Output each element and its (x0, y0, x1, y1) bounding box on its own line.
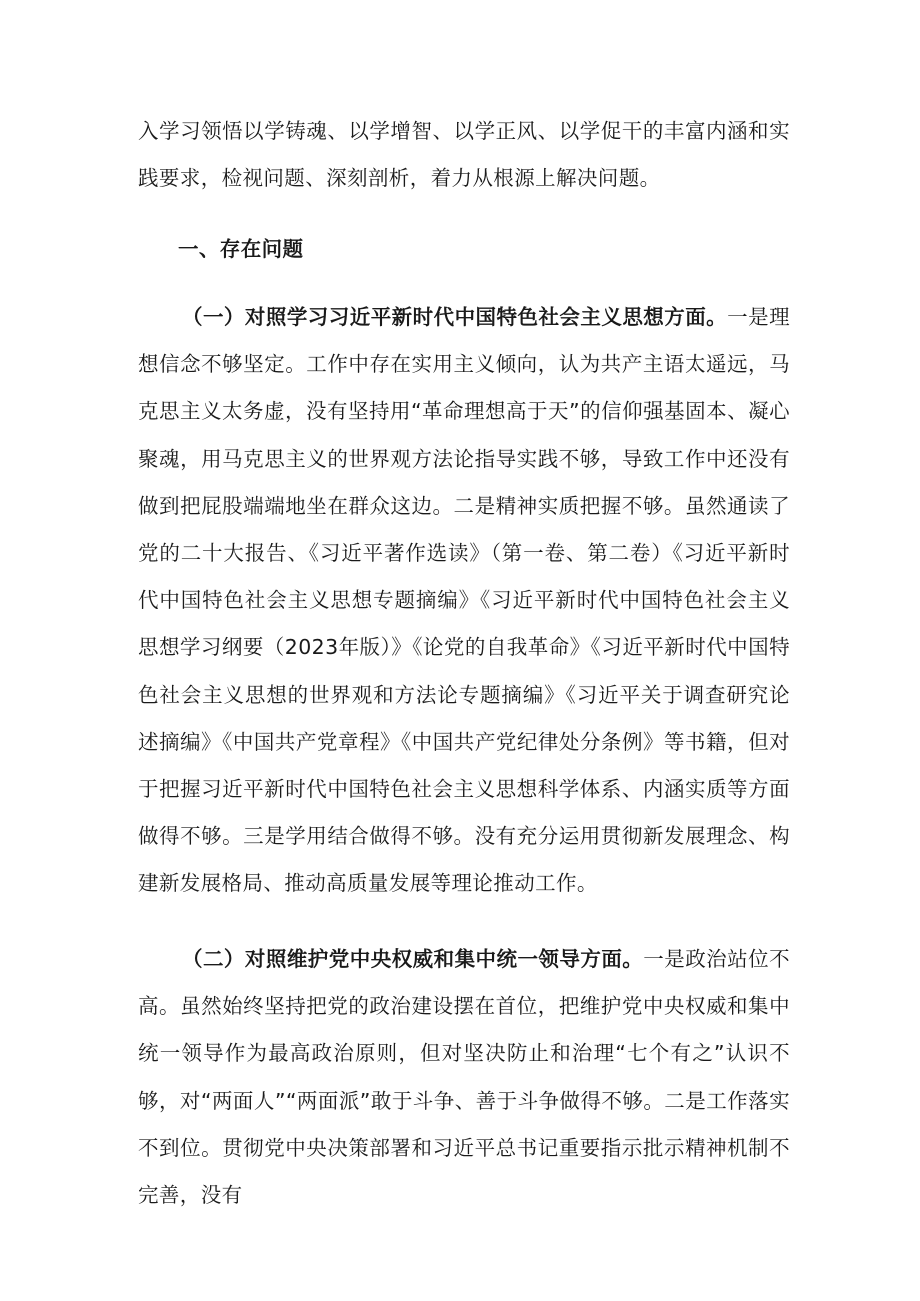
subsection-2-body: 一是政治站位不高。虽然始终坚持把党的政治建设摆在首位，把维护党中央权威和集中统一领导作为最高政治原则，但对坚决防止和治理“七个有之”认识不够，对“两面人”“两面派”敢于斗争、善于斗争做得不够。二是工作落实不到位。贯彻党中央决策部署和习近平总书记重要指示批示精神机制不完善，没有 (138, 947, 790, 1208)
intro-paragraph: 入学习领悟以学铸魂、以学增智、以学正风、以学促干的丰富内涵和实践要求，检视问题、深刻剖析，着力从根源上解决问题。 (138, 119, 790, 191)
subsection-1-paragraph (138, 294, 790, 908)
subsection-1-body: 一是理想信念不够坚定。工作中存在实用主义倾向，认为共产主语太遥远，马克思主义太务虚，没有坚持用“革命理想高于天”的信仰强基固本、凝心聚魂，用马克思主义的世界观方法论指导实践不够，导致工作中还没有做到把屁股端端地坐在群众这边。二是精神实质把握不够。虽然通读了党的二十大报告、《习近平著作选读》（第一卷、第二卷）《习近平新时代中国特色社会主义思想专题摘编》《习近平新时代中国特色社会主义思想学习纲要（2023年版）》《论党的自我革命》《习近平新时代中国特色社会主义思想的世界观和方法论专题摘编》《习近平关于调查研究论述摘编》《中国共产党章程》《中国共产党纪律处分条例》等书籍，但对于把握习近平新时代中国特色社会主义思想科学体系、内涵实质等方面做得不够。三是学用结合做得不够。没有充分运用贯彻新发展理念、构建新发展格局、推动高质量发展等理论推动工作。 (138, 305, 790, 896)
subsection-2-paragraph (138, 936, 790, 1219)
section-heading: 一、存在问题 (178, 237, 304, 261)
subsection-2-heading: （二）对照维护党中央权威和集中统一领导方面。 (182, 947, 644, 971)
subsection-1-heading: （一）对照学习习近平新时代中国特色社会主义思想方面。 (182, 305, 728, 329)
